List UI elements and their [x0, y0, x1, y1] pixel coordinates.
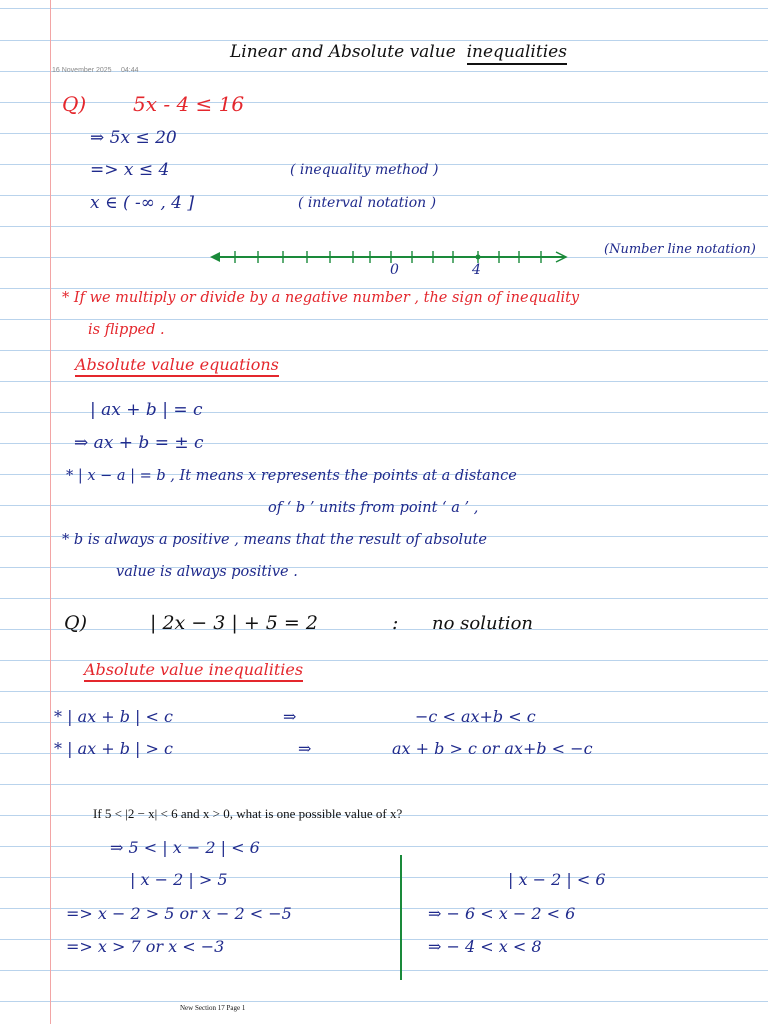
q1-label: Q): [62, 92, 87, 116]
q2-answer: no solution: [432, 613, 533, 634]
q3-left-2: => x > 7 or x < −3: [66, 937, 225, 956]
q3-right-1: ⇒ − 6 < x − 2 < 6: [428, 904, 576, 923]
page-footer: New Section 17 Page 1: [180, 1004, 246, 1012]
abs-ineq-rule2-left: * | ax + b | > c: [54, 739, 173, 758]
q2-colon: :: [392, 612, 399, 634]
abs-ineq-rule1-arrow: ⇒: [283, 707, 297, 726]
q3-right-2: ⇒ − 4 < x < 8: [428, 937, 542, 956]
q3-printed-question: If 5 < |2 − x| < 6 and x > 0, what is one possible value of x?: [93, 806, 403, 821]
column-divider: [400, 855, 402, 980]
note-date: 16 November 2025: [52, 67, 112, 74]
abs-note-2b: value is always positive .: [116, 564, 298, 580]
q1-step3: x ∈ ( -∞ , 4 ]: [90, 193, 194, 213]
rule-line-2: is flipped .: [88, 322, 165, 338]
abs-inequalities-heading: Absolute value inequalities: [84, 660, 303, 682]
q1-step3-note: ( interval notation ): [298, 195, 437, 211]
abs-ineq-rule2-arrow: ⇒: [298, 739, 312, 758]
q3-left-head: | x − 2 | > 5: [130, 870, 228, 889]
abs-ineq-rule2-right: ax + b > c or ax+b < −c: [392, 739, 593, 758]
number-line-left-arrow: [210, 252, 220, 262]
abs-eq-1: | ax + b | = c: [90, 400, 203, 420]
title-underlined: inequalities: [467, 42, 567, 65]
q2-label: Q): [64, 612, 87, 634]
q1-step2-note: ( inequality method ): [290, 162, 439, 178]
number-line-note: (Number line notation): [604, 242, 756, 257]
page-title: [230, 42, 567, 62]
abs-equations-heading: Absolute value equations: [75, 355, 279, 377]
number-line-endpoint: [476, 255, 481, 260]
q2-problem: | 2x − 3 | + 5 = 2: [150, 612, 318, 634]
abs-note-1b: of ‘ b ’ units from point ‘ a ’ ,: [268, 500, 479, 516]
q3-step1: ⇒ 5 < | x − 2 | < 6: [110, 838, 260, 857]
q1-problem: 5x - 4 ≤ 16: [133, 92, 245, 116]
number-line-label-zero: 0: [390, 262, 399, 278]
abs-eq-2: ⇒ ax + b = ± c: [74, 433, 204, 453]
abs-note-2a: * b is always a positive , means that the result of absolute: [62, 532, 487, 548]
q1-step1: ⇒ 5x ≤ 20: [90, 128, 177, 148]
title-prefix: Linear and Absolute value: [230, 42, 456, 62]
abs-ineq-rule1-left: * | ax + b | < c: [54, 707, 173, 726]
margin-line: [50, 0, 51, 1024]
abs-note-1a: * | x − a | = b , It means x represents the points at a distance: [66, 468, 517, 484]
abs-ineq-rule1-right: −c < ax+b < c: [415, 707, 536, 726]
q3-right-head: | x − 2 | < 6: [508, 870, 606, 889]
q1-step2: => x ≤ 4: [90, 160, 170, 180]
q3-left-1: => x − 2 > 5 or x − 2 < −5: [66, 904, 292, 923]
note-time: 04:44: [121, 67, 139, 74]
number-line-label-four: 4: [472, 262, 481, 278]
rule-line-1: * If we multiply or divide by a negative number , the sign of inequality: [62, 290, 580, 306]
